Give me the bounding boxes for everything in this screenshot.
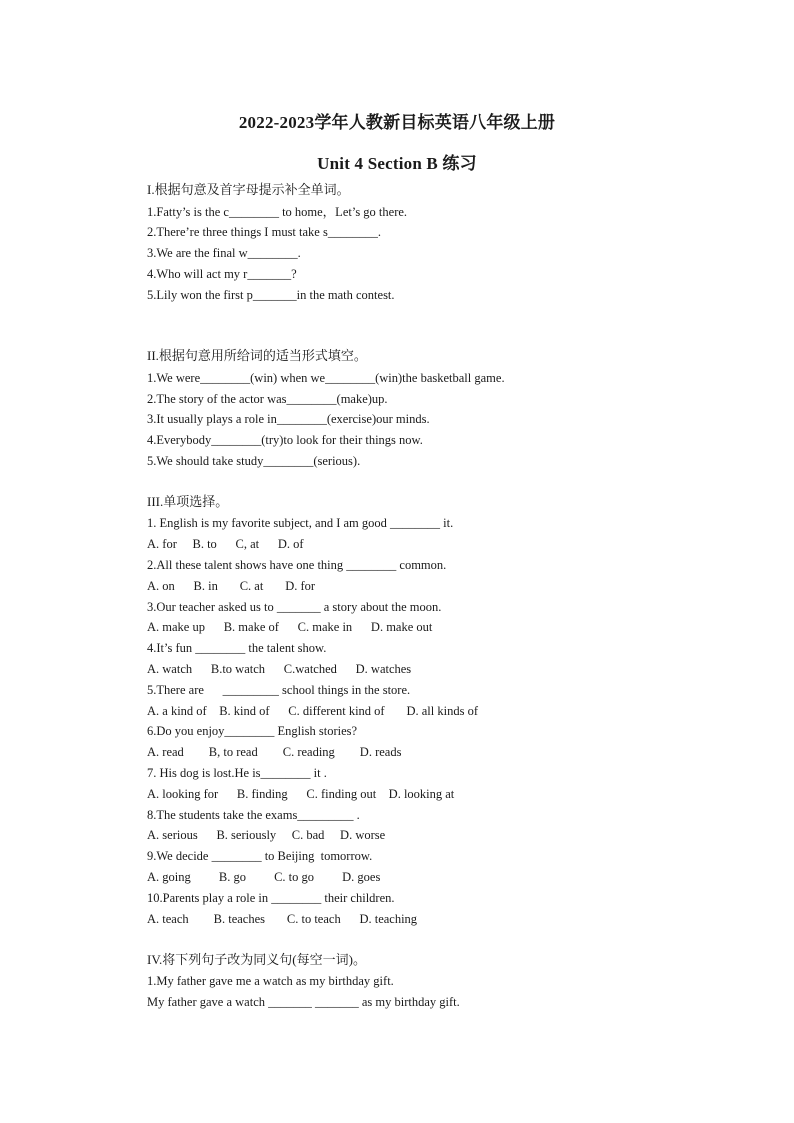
options: A. for B. to C, at D. of [147, 537, 304, 551]
section-1-item: 3.We are the final w________. [147, 246, 301, 260]
section-2-item: 2.The story of the actor was________(make)up. [147, 392, 388, 406]
options: A. serious B. seriously C. bad D. worse [147, 828, 386, 842]
section-1-item: 2.There’re three things I must take s________. [147, 225, 381, 239]
options: A. on B. in C. at D. for [147, 579, 316, 593]
document-subtitle: Unit 4 Section B 练习 [317, 154, 477, 173]
question: 8.The students take the exams_________ . [147, 808, 360, 822]
question: 10.Parents play a role in ________ their children. [147, 891, 395, 905]
section-3-heading: III.单项选择。 [147, 494, 229, 509]
section-2-item: 3.It usually plays a role in________(exercise)our minds. [147, 412, 430, 426]
section-2-item: 1.We were________(win) when we________(win)the basketball game. [147, 371, 505, 385]
section-2-item: 5.We should take study________(serious). [147, 454, 361, 468]
question: 6.Do you enjoy________ English stories? [147, 724, 358, 738]
question: 4.It’s fun ________ the talent show. [147, 641, 327, 655]
options: A. read B, to read C. reading D. reads [147, 745, 402, 759]
section-1-heading: I.根据句意及首字母提示补全单词。 [147, 182, 350, 197]
section-1-item: 4.Who will act my r_______? [147, 267, 297, 281]
section-2-item: 4.Everybody________(try)to look for their things now. [147, 433, 423, 447]
options: A. going B. go C. to go D. goes [147, 870, 381, 884]
options: A. teach B. teaches C. to teach D. teaching [147, 912, 418, 926]
question: 5.There are _________ school things in the store. [147, 683, 411, 697]
section-1-item: 1.Fatty’s is the c________ to home，Let’s go there. [147, 205, 408, 219]
section-2-heading: II.根据句意用所给词的适当形式填空。 [147, 348, 367, 363]
options: A. looking for B. finding C. finding out D. looking at [147, 787, 455, 801]
document-title: 2022-2023学年人教新目标英语八年级上册 [238, 113, 556, 132]
options: A. make up B. make of C. make in D. make out [147, 620, 433, 634]
question: 3.Our teacher asked us to _______ a story about the moon. [147, 600, 442, 614]
options: A. a kind of B. kind of C. different kind of D. all kinds of [147, 704, 478, 718]
question: 1. English is my favorite subject, and I am good ________ it. [147, 516, 454, 530]
question: 2.All these talent shows have one thing ________ common. [147, 558, 447, 572]
section-4-heading: IV.将下列句子改为同义句(每空一词)。 [147, 952, 366, 967]
question: 9.We decide ________ to Beijing tomorrow. [147, 849, 373, 863]
section-4-item: My father gave a watch _______ _______ as my birthday gift. [147, 995, 460, 1009]
options: A. watch B.to watch C.watched D. watches [147, 662, 412, 676]
question: 7. His dog is lost.He is________ it . [147, 766, 327, 780]
section-1-item: 5.Lily won the first p_______in the math contest. [147, 288, 395, 302]
section-4-item: 1.My father gave me a watch as my birthday gift. [147, 974, 394, 988]
